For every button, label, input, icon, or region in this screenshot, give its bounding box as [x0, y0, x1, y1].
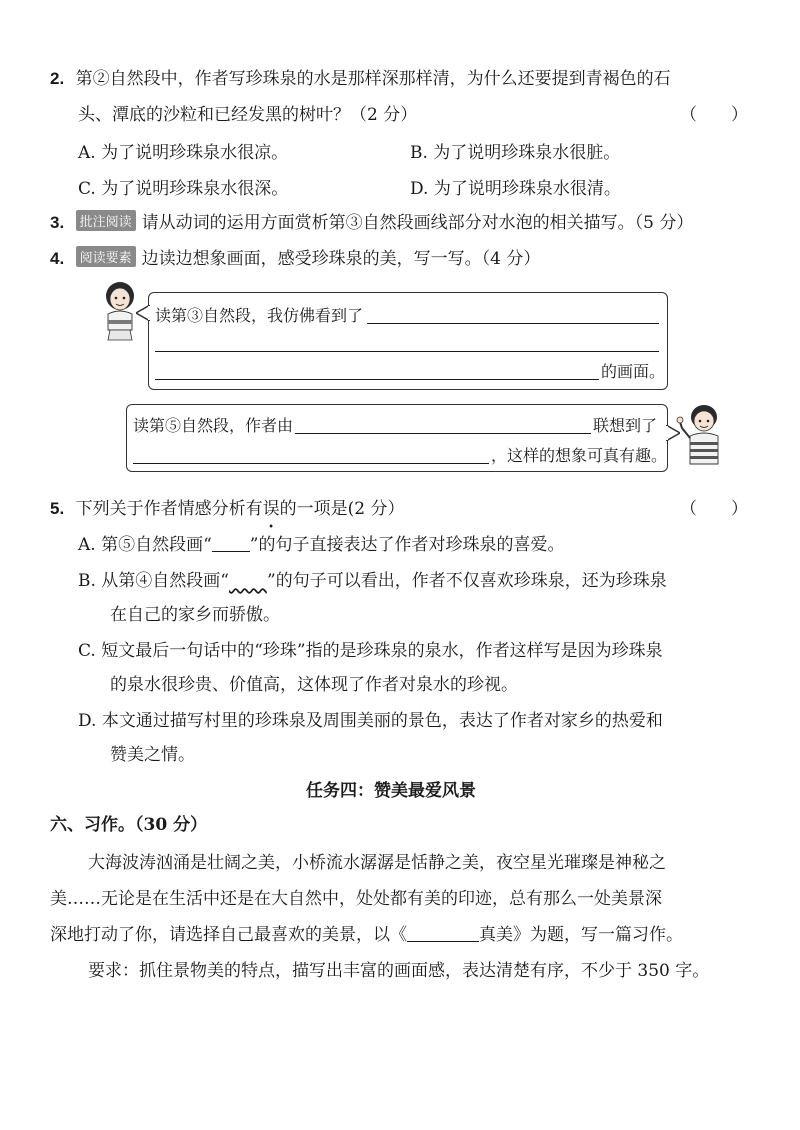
- section6-para-line3-post: 真美》为题，写一篇习作。: [479, 925, 683, 945]
- section6-para-line3: [50, 920, 683, 945]
- speech-bubble-1: [148, 292, 668, 390]
- section6-para-line2: 美……无论是在生活中还是在大自然中，处处都有美的印迹，总有那么一处美景深: [50, 889, 662, 909]
- bubble-2-ending: ，这样的想象可真有趣。: [491, 446, 668, 465]
- bubble-2-blank-2[interactable]: [133, 463, 489, 464]
- q2-option-d: D. 为了说明珍珠泉水很清。: [410, 179, 621, 199]
- q5-option-b-line2: 在自己的家乡而骄傲。: [110, 605, 280, 625]
- q4-stem: 边读边想象画面，感受珍珠泉的美，写一写。（4 分）: [141, 249, 541, 269]
- q5-option-a: [78, 530, 564, 555]
- q2-option-c: C. 为了说明珍珠泉水很深。: [78, 179, 289, 199]
- q5-option-b: [78, 566, 667, 591]
- bubble-1-prompt: 读第③自然段，我仿佛看到了: [155, 306, 364, 325]
- q5-stem-post: 的一项是(2 分）: [279, 499, 405, 519]
- q5-option-c-line2: 的泉水很珍贵、价值高，这体现了作者对泉水的珍视。: [110, 675, 518, 695]
- q5-option-d-line1: D. 本文通过描写村里的珍珠泉及周围美丽的景色，表达了作者对家乡的热爱和: [78, 711, 663, 731]
- bubble-1-blank-1[interactable]: [367, 323, 659, 324]
- q3-stem: 请从动词的运用方面赏析第③自然段画线部分对水泡的相关描写。（5 分）: [141, 213, 694, 233]
- q3-row: [50, 208, 693, 233]
- q5-option-d-line2: 赞美之情。: [110, 745, 195, 765]
- q5-option-b-pre: B. 从第④自然段画“: [78, 571, 229, 591]
- q5-option-a-post: ”的句子直接表达了作者对珍珠泉的喜爱。: [249, 535, 565, 555]
- q5-row: [50, 494, 404, 519]
- q4-row: [50, 244, 540, 269]
- q5-answer-paren[interactable]: （ ）: [680, 499, 748, 519]
- q4-tag-badge: 阅读要素: [76, 246, 136, 267]
- q2-stem-line1: 第②自然段中，作者写珍珠泉的水是那样深那样清，为什么还要提到青褐色的石: [75, 69, 671, 89]
- section6-para-line3-pre: 深地打动了你，请选择自己最喜欢的美景，以《: [50, 925, 407, 945]
- bubble-2-blank-1[interactable]: [295, 433, 591, 434]
- essay-title-blank[interactable]: [407, 941, 479, 942]
- q3-tag-badge: 批注阅读: [76, 210, 136, 231]
- q5-option-b-wavy-sample: [229, 571, 267, 591]
- q4-number: 4.: [50, 249, 65, 268]
- q2-stem-line2: 头、潭底的沙粒和已经发黑的树叶？（2 分）: [78, 105, 418, 125]
- bubble-2-prompt: 读第⑤自然段，作者由: [133, 416, 294, 435]
- q5-stem-emphasis: 误: [262, 499, 280, 519]
- bubble-1-blank-3[interactable]: [155, 379, 599, 380]
- q2-line1: [50, 64, 671, 89]
- bubble-2-middle: 联想到了: [593, 416, 658, 435]
- task4-title: 任务四：赞美最爱风景: [306, 781, 476, 801]
- q5-number: 5.: [50, 499, 65, 518]
- q2-option-a: A. 为了说明珍珠泉水很凉。: [78, 143, 289, 163]
- boy-illustration-icon: [676, 402, 728, 468]
- q5-option-a-pre: A. 第⑤自然段画“: [78, 535, 212, 555]
- speech-bubble-2: [126, 404, 668, 472]
- section6-heading: 六、习作。（30 分）: [50, 815, 208, 835]
- q5-stem-pre: 下列关于作者情感分析有: [75, 499, 263, 519]
- bubble-1-tail-icon: [136, 305, 150, 321]
- bubble-1-ending: 的画面。: [601, 362, 666, 381]
- q5-option-b-post: ”的句子可以看出，作者不仅喜欢珍珠泉，还为珍珠泉: [267, 571, 667, 591]
- q5-option-a-underline-sample: [212, 551, 250, 552]
- q2-option-b: B. 为了说明珍珠泉水很脏。: [410, 143, 621, 163]
- q2-answer-paren[interactable]: （ ）: [680, 105, 748, 125]
- bubble-1-blank-2[interactable]: [155, 351, 659, 352]
- q5-option-c-line1: C. 短文最后一句话中的“珍珠”指的是珍珠泉的泉水，作者这样写是因为珍珠泉: [78, 641, 663, 661]
- section6-para-line1: 大海波涛汹涌是壮阔之美，小桥流水潺潺是恬静之美，夜空星光璀璨是神秘之: [88, 853, 666, 873]
- section6-requirement: 要求：抓住景物美的特点，描写出丰富的画面感，表达清楚有序，不少于 350 字。: [88, 961, 710, 981]
- q3-number: 3.: [50, 213, 65, 232]
- q2-number: 2.: [50, 69, 65, 88]
